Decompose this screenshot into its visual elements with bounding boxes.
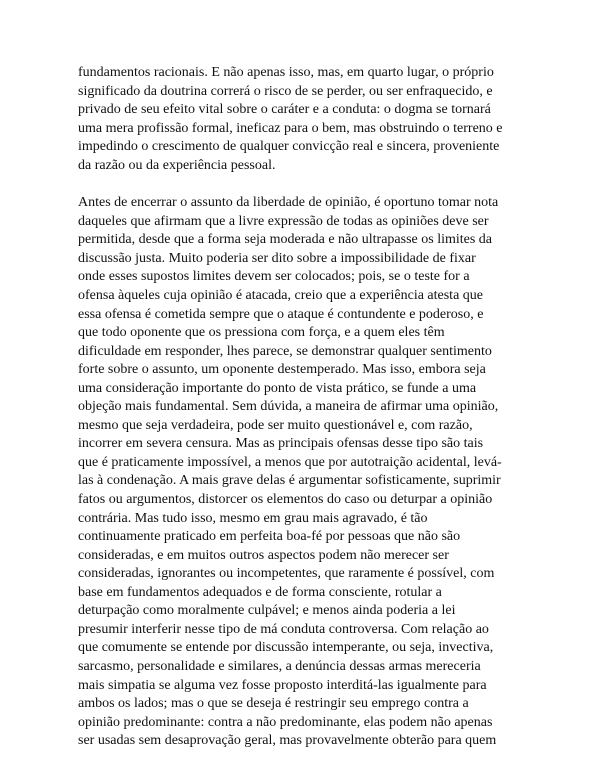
text-line: sarcasmo, personalidade e similares, a denúncia dessas armas mereceria (78, 658, 481, 674)
text-line: fatos ou argumentos, distorcer os elementos do caso ou deturpar a opinião (78, 492, 493, 508)
text-line: essa ofensa é cometida sempre que o ataque é contundente e poderoso, e (78, 306, 484, 322)
text-line: forte sobre o assunto, um oponente destemperado. Mas isso, embora seja (78, 362, 486, 378)
text-line: consideradas, ignorantes ou incompetentes, que raramente é possível, com (78, 566, 495, 582)
text-line: uma mera profissão formal, ineficaz para o bem, mas obstruindo o terreno e (78, 120, 503, 136)
text-line: ofensa àqueles cuja opinião é atacada, creio que a experiência atesta que (78, 288, 484, 304)
text-line: incorrer em severa censura. Mas as principais ofensas desse tipo são tais (78, 436, 484, 452)
text-line: mesmo que seja verdadeira, pode ser muito questionável e, com razão, (78, 417, 473, 433)
text-line: ser usadas sem desaprovação geral, mas provavelmente obterão para quem (78, 733, 497, 749)
text-line: significado da doutrina correrá o risco de se perder, ou ser enfraquecido, e (78, 83, 493, 99)
text-line: uma consideração importante do ponto de vista prático, se funde a uma (78, 380, 477, 396)
text-line: impedindo o crescimento de qualquer convicção real e sincera, proveniente (78, 139, 500, 155)
text-line: da razão ou da experiência pessoal. (78, 157, 276, 173)
text-line: las à condenação. A mais grave delas é argumentar sofisticamente, suprimir (78, 473, 501, 489)
text-line: presumir interferir nesse tipo de má conduta controversa. Com relação ao (78, 621, 489, 637)
text-line: dificuldade em responder, lhes parece, se demonstrar qualquer sentimento (78, 343, 492, 359)
text-line: que é praticamente impossível, a menos que por autotraição acidental, levá- (78, 454, 502, 470)
text-line: continuamente praticado em perfeita boa-fé por pessoas que não são (78, 529, 461, 545)
text-line: contrária. Mas tudo isso, mesmo em grau mais agravado, é tão (78, 510, 428, 526)
text-line: discussão justa. Muito poderia ser dito sobre a impossibilidade de fixar (78, 250, 476, 266)
text-line: Antes de encerrar o assunto da liberdade de opinião, é oportuno tomar nota (78, 195, 499, 211)
text-line: fundamentos racionais. E não apenas isso, mas, em quarto lugar, o próprio (78, 65, 494, 80)
text-line: que comumente se entende por discussão intemperante, ou seja, invectiva, (78, 640, 494, 656)
text-line: ambos os lados; mas o que se deseja é restringir seu emprego contra a (78, 696, 469, 712)
body-text (78, 64, 533, 751)
text-line: opinião predominante: contra a não predominante, elas podem não apenas (78, 714, 493, 730)
text-line: consideradas, e em muitos outros aspectos podem não merecer ser (78, 547, 449, 563)
paragraph-2 (78, 194, 533, 750)
text-line: permitida, desde que a forma seja moderada e não ultrapasse os limites da (78, 232, 493, 248)
text-line: mais simpatia se alguma vez fosse proposto interditá-las igualmente para (78, 677, 487, 693)
text-line: deturpação como moralmente culpável; e menos ainda poderia a lei (78, 603, 456, 619)
text-line: base em fundamentos adequados e de forma consciente, rotular a (78, 584, 442, 600)
text-line: que todo oponente que os pressiona com força, e a quem eles têm (78, 325, 445, 341)
text-line: daqueles que afirmam que a livre expressão de todas as opiniões deve ser (78, 213, 489, 229)
paragraph-1 (78, 64, 533, 175)
text-line: privado de seu efeito vital sobre o caráter e a conduta: o dogma se tornará (78, 102, 491, 118)
text-line: objeção mais fundamental. Sem dúvida, a maneira de afirmar uma opinião, (78, 399, 499, 415)
text-line: onde esses supostos limites devem ser colocados; pois, se o teste for a (78, 269, 470, 285)
